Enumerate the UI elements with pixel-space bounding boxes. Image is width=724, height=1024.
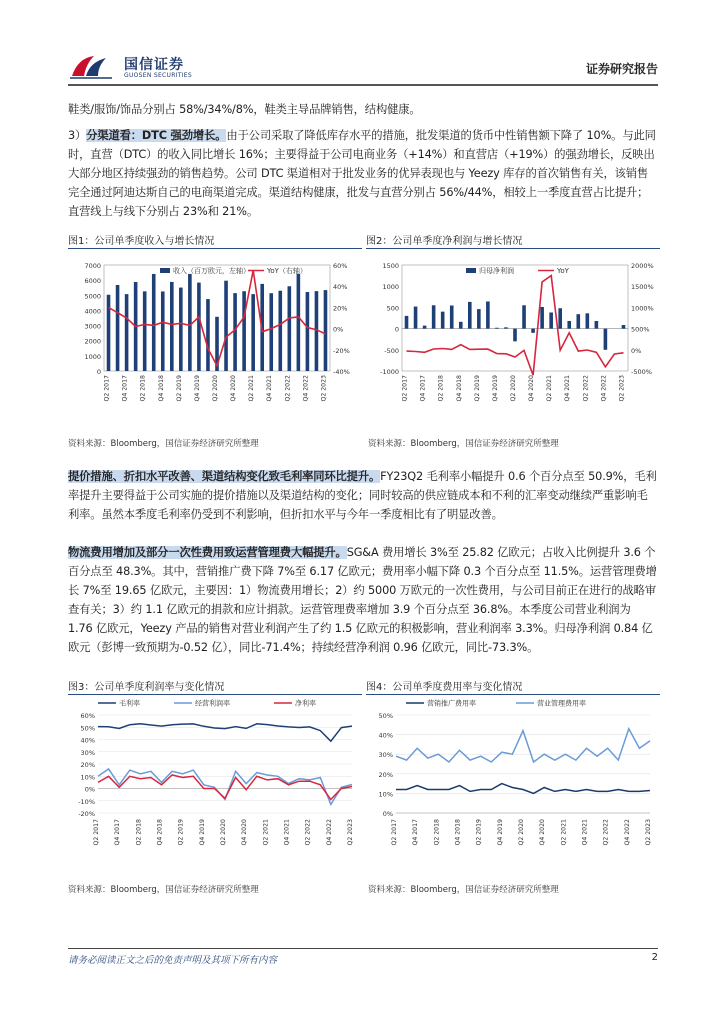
bar [432,305,436,328]
x-tick-label: Q2 2021 [262,819,270,846]
x-tick-label: Q4 2018 [455,375,463,402]
paragraph-body: FY23Q2 毛利率小幅提升 0.6 个百分点至 50.9%，毛利率提升主要得益于公司实施的提价措施以及渠道结构的变化；同时较高的供应链成本和不利的汇率变动继续严重影响毛利率。虽然本季度毛利率仍受到不利影响，但折扣水平与今年一季度相比有了明显改善。 [68,470,657,521]
paragraph-prefix: 3） [68,129,87,142]
y-tick-label: 0% [84,785,95,794]
x-tick-label: Q4 2018 [454,819,462,846]
y-tick-label: 60% [80,712,95,720]
y-left-tick-label: 0 [96,368,101,376]
y-tick-label: 40% [80,736,95,745]
guosen-logo-icon [68,52,114,80]
bar [468,302,472,329]
bar [604,329,608,350]
figure-title: 图2：公司单季度净利润与增长情况 [366,232,660,249]
x-tick-label: Q2 2022 [304,819,312,846]
revenue-chart [68,249,362,429]
y-tick-label: 20% [378,770,393,779]
x-tick-label: Q2 2017 [391,819,398,846]
y-right-tick-label: 40% [333,283,348,292]
bar [459,322,463,329]
x-tick-label: Q2 2021 [248,375,256,402]
figure-title: 图1：公司单季度收入与增长情况 [68,232,362,249]
y-tick-label: 30% [378,751,393,760]
figure-margins [68,678,362,875]
bar [504,327,508,328]
figure-net-profit [366,232,660,429]
bar [107,295,111,371]
y-left-tick-label: 3000 [84,322,101,331]
figure-source: 资料来源：Bloomberg，国信证券经济研究所整理 [68,439,259,449]
x-tick-label: Q2 2018 [433,819,441,846]
y-tick-label: -10% [78,797,95,806]
bar [513,329,517,342]
footer-divider [68,948,658,949]
header-divider [68,84,658,86]
y-left-tick-label: 1000 [382,283,399,292]
y-left-tick-label: -500 [384,346,399,355]
x-tick-label: Q2 2019 [177,819,185,846]
x-tick-label: Q4 2022 [600,375,608,402]
x-tick-label: Q4 2019 [496,819,504,846]
bar [125,294,129,371]
y-left-tick-label: 1500 [382,262,399,270]
x-tick-label: Q4 2017 [114,819,122,846]
x-tick-label: Q4 2022 [302,375,310,402]
x-tick-label: Q2 2023 [347,819,354,846]
x-tick-label: Q2 2019 [175,375,183,402]
paragraph-gross-margin [68,467,658,524]
paragraph-body: 由于公司采取了降低库存水平的措施，批发渠道的货币中性销售额下降了 10%。与此同时，直营（DTC）的收入同比增长 16%；主要得益于公司电商业务（+14%）和直营店（+19%）的强劲增长，反映出大部分地区持续强劲的销售趋势。公司 DTC 渠道相对于批发业务的优异表现也与 Yeezy 库存的首次销售有关，该销售完全通过阿迪达斯自己的电商渠道完成。渠道结构健康，批发与直营分别占 56%/44%，相较上一季度直营占比提升；直营线上与线下分别占 23%和 21%。 [68,129,656,218]
x-tick-label: Q4 2018 [156,819,164,846]
x-tick-label: Q4 2021 [581,819,589,846]
y-tick-label: 30% [80,748,95,757]
bar [170,282,174,371]
series-line [98,724,352,741]
legend-label: YoY（右轴） [267,267,307,275]
bar [324,290,328,371]
x-tick-label: Q2 2021 [546,375,554,402]
legend-label: 营销推广费用率 [427,699,476,708]
bar [161,291,165,371]
paragraph-body: SG&A 费用增长 3%至 25.82 亿欧元；占收入比例提升 3.6 个百分点至 48.3%。其中，营销推广费下降 7%至 6.17 亿欧元；费用率小幅下降 0.3 个百分点至 11.5%。运营管理费增长 7%至 19.65 亿欧元，主要因：1）物流费用增长；2）约 5000 万欧元的一次性费用，与公司目前正在进行的战略审查有关；3）约 1.1 亿欧元的捐款和应计捐款。运营管理费率增加 3.9 个百分点至 36.8%。本季度公司营业利润为 1.76 亿欧元，Yeezy 产品的销售对营业利润产生了约 1.5 亿欧元的积极影响，营业利润率 3.3%。归母净利润 0.84 亿欧元（彭博一致预期为-0.52 亿），同比-71.4%；持续经营净利润 0.96 亿欧元，同比-73.3%。 [68,546,657,654]
x-tick-label: Q4 2021 [283,819,291,846]
figure-title: 图3：公司单季度利润率与变化情况 [68,678,362,695]
x-tick-label: Q2 2020 [518,819,525,846]
y-left-tick-label: 7000 [84,262,101,270]
footer-disclaimer: 请务必阅读正文之后的免责声明及其项下所有内容 [68,955,278,966]
page-number: 2 [651,952,658,963]
legend-label: 归母净利润 [479,267,514,275]
bar [269,293,273,371]
bar [143,291,147,371]
bar [188,274,192,371]
y-left-tick-label: 2000 [84,337,101,346]
figure-expense-ratios [366,678,660,875]
bar [423,326,427,329]
x-tick-label: Q4 2017 [419,375,427,402]
logo-name-cn: 国信证券 [124,57,184,73]
y-left-tick-label: -1000 [380,368,399,376]
bar [224,281,228,371]
x-tick-label: Q2 2019 [475,819,483,846]
bar [477,309,481,329]
y-tick-label: 40% [378,731,393,740]
y-tick-label: 50% [378,712,393,720]
x-tick-label: Q4 2022 [325,819,333,846]
x-tick-label: Q2 2020 [220,819,227,846]
x-tick-label: Q2 2023 [645,819,652,846]
y-right-tick-label: 0% [333,325,344,334]
y-tick-label: 50% [80,724,95,733]
x-tick-label: Q2 2022 [602,819,610,846]
report-type-label: 证券研究报告 [585,62,658,76]
x-tick-label: Q4 2021 [564,375,572,402]
paragraph-lead-highlight: 分渠道看：DTC 强劲增长。 [86,129,227,142]
expense-ratio-chart [366,695,660,875]
y-right-tick-label: 1000% [631,304,654,313]
y-left-tick-label: 5000 [84,292,101,301]
y-tick-label: 10% [80,773,95,782]
y-right-tick-label: -40% [333,368,350,376]
y-tick-label: 0% [382,810,393,818]
x-tick-label: Q2 2018 [135,819,143,846]
y-left-tick-label: 500 [386,304,399,313]
y-left-tick-label: 4000 [84,307,101,316]
y-left-tick-label: 0 [394,325,399,334]
y-right-tick-label: -500% [631,368,652,376]
series-line [396,784,650,794]
x-tick-label: Q2 2017 [401,375,409,402]
x-tick-label: Q2 2021 [560,819,568,846]
plot-frame [402,265,628,371]
x-tick-label: Q2 2019 [473,375,481,402]
bar [206,299,210,371]
x-tick-label: Q4 2021 [266,375,274,402]
bar [441,312,445,329]
legend-swatch-bar [160,268,170,273]
x-tick-label: Q2 2018 [139,375,147,402]
x-tick-label: Q2 2017 [93,819,100,846]
figure-source: 资料来源：Bloomberg，国信证券经济研究所整理 [368,885,559,895]
bar [486,301,490,328]
figure-title: 图4：公司单季度费用率与变化情况 [366,678,660,695]
bar [251,294,255,371]
bar [576,314,580,328]
bar [306,292,310,371]
bar [450,305,454,328]
x-tick-label: Q2 2023 [320,375,328,402]
x-tick-label: Q4 2018 [157,375,165,402]
x-tick-label: Q2 2020 [212,375,219,402]
bar [595,321,599,329]
bar [297,274,301,371]
x-tick-label: Q2 2020 [510,375,517,402]
y-tick-label: 10% [378,790,393,799]
x-tick-label: Q4 2017 [412,819,420,846]
logo-name-en: GUOSEN SECURITIES [124,72,193,79]
margins-chart [68,695,362,875]
legend-label: 净利率 [295,699,316,708]
y-left-tick-label: 6000 [84,277,101,286]
y-right-tick-label: 1500% [631,283,654,292]
y-tick-label: -20% [78,810,95,818]
x-tick-label: Q2 2022 [284,375,292,402]
bar [179,288,183,371]
yoy-line [407,276,624,376]
legend-label: 毛利率 [119,699,140,708]
page-header [68,52,658,84]
paragraph-lead-highlight: 提价措施、折扣水平改善、渠道结构变化致毛利率同环比提升。 [68,470,381,483]
bar [586,313,590,328]
bar [495,328,499,329]
x-tick-label: Q2 2018 [437,375,445,402]
x-tick-label: Q4 2022 [623,819,631,846]
bar [242,291,246,371]
bar [197,283,201,371]
net-profit-chart [366,249,660,429]
y-right-tick-label: 500% [631,325,650,334]
bar [622,325,626,329]
x-tick-label: Q4 2020 [528,375,536,402]
y-right-tick-label: 2000% [631,262,654,270]
bar [522,305,526,328]
y-right-tick-label: -20% [333,346,350,355]
bar [116,285,120,371]
y-tick-label: 20% [80,761,95,769]
legend-label: 经营利润率 [195,699,230,708]
x-tick-label: Q2 2017 [103,375,111,402]
bar [531,329,535,333]
x-tick-label: Q4 2020 [230,375,238,402]
bar [233,293,237,371]
bar [288,286,292,371]
bar [549,312,553,328]
bar [558,308,562,328]
x-tick-label: Q2 2022 [582,375,590,402]
x-tick-label: Q4 2019 [491,375,499,402]
y-right-tick-label: 20% [333,304,348,313]
bar [278,291,282,371]
paragraph-channels [68,126,658,221]
bar [152,274,156,371]
series-line [396,729,650,762]
y-left-tick-label: 1000 [84,352,101,361]
x-tick-label: Q4 2017 [121,375,129,402]
x-tick-label: Q4 2020 [241,819,249,846]
paragraph-lead-highlight: 物流费用增加及部分一次性费用致运营管理费大幅提升。 [68,546,347,559]
figure-source: 资料来源：Bloomberg，国信证券经济研究所整理 [68,885,259,895]
figure-revenue [68,232,362,429]
legend-label: 营业管理费用率 [537,699,586,708]
bar [414,307,418,329]
paragraph-category-mix: 鞋类/服饰/饰品分别占 58%/34%/8%，鞋类主导品牌销售，结构健康。 [68,103,421,116]
legend-swatch-bar [466,268,476,273]
x-tick-label: Q4 2019 [193,375,201,402]
paragraph-sga [68,543,658,657]
x-tick-label: Q2 2023 [618,375,626,402]
bar [567,321,571,329]
x-tick-label: Q4 2020 [539,819,547,846]
legend-label: YoY [557,267,569,275]
y-right-tick-label: 60% [333,262,348,270]
y-right-tick-label: 0% [631,346,642,355]
bar [540,307,544,329]
figure-source: 资料来源：Bloomberg，国信证券经济研究所整理 [368,439,559,449]
legend-label: 收入（百万欧元，左轴） [173,267,250,275]
x-tick-label: Q4 2019 [198,819,206,846]
bar [405,316,409,329]
